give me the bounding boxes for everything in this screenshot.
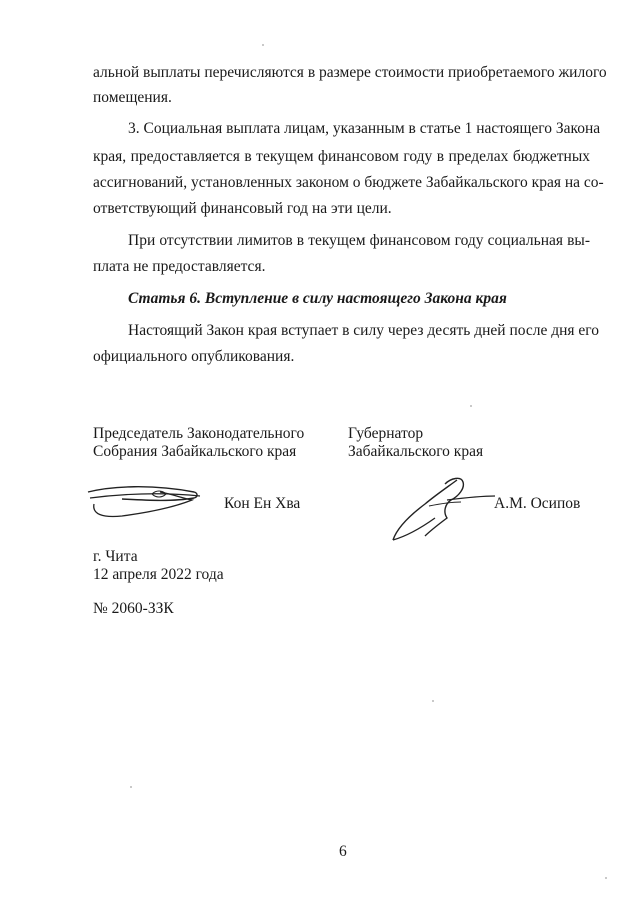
scan-speck <box>470 405 472 407</box>
paragraph-2-line-3: ассигнований, установленных законом о бюджете Забайкальского края на со- <box>93 174 604 191</box>
left-signature-image <box>82 470 212 530</box>
right-signatory-title-2: Забайкальского края <box>348 443 484 460</box>
date: 12 апреля 2022 года <box>93 566 224 583</box>
scan-speck <box>130 786 132 788</box>
right-signatory-name: А.М. Осипов <box>494 495 581 512</box>
right-signature-image <box>385 470 500 550</box>
article-text-line-1: Настоящий Закон края вступает в силу через десять дней после дня его <box>128 322 600 339</box>
paragraph-1-line-2: помещения. <box>93 89 172 106</box>
paragraph-3-line-2: плата не предоставляется. <box>93 258 266 275</box>
law-number: № 2060-ЗЗК <box>93 600 174 617</box>
scan-speck <box>432 700 434 702</box>
paragraph-2-line-4: ответствующий финансовый год на эти цели. <box>93 200 392 217</box>
paragraph-1-line-1: альной выплаты перечисляются в размере стоимости приобретаемого жилого <box>93 64 607 81</box>
place: г. Чита <box>93 548 138 565</box>
paragraph-3-line-1: При отсутствии лимитов в текущем финансовом году социальная вы- <box>128 232 590 249</box>
left-signatory-title-1: Председатель Законодательного <box>93 425 305 442</box>
right-signatory-title-1: Губернатор <box>348 425 424 442</box>
page-number: 6 <box>339 843 347 860</box>
article-text-line-2: официального опубликования. <box>93 348 295 365</box>
left-signatory-title-2: Собрания Забайкальского края <box>93 443 297 460</box>
article-heading: Статья 6. Вступление в силу настоящего Закона края <box>128 290 507 307</box>
scan-speck <box>262 44 264 46</box>
left-signatory-name: Кон Ен Хва <box>224 495 301 512</box>
scan-speck <box>605 877 607 879</box>
paragraph-2-line-2: края, предоставляется в текущем финансовом году в пределах бюджетных <box>93 148 590 165</box>
paragraph-2-line-1: 3. Социальная выплата лицам, указанным в статье 1 настоящего Закона <box>128 120 601 137</box>
